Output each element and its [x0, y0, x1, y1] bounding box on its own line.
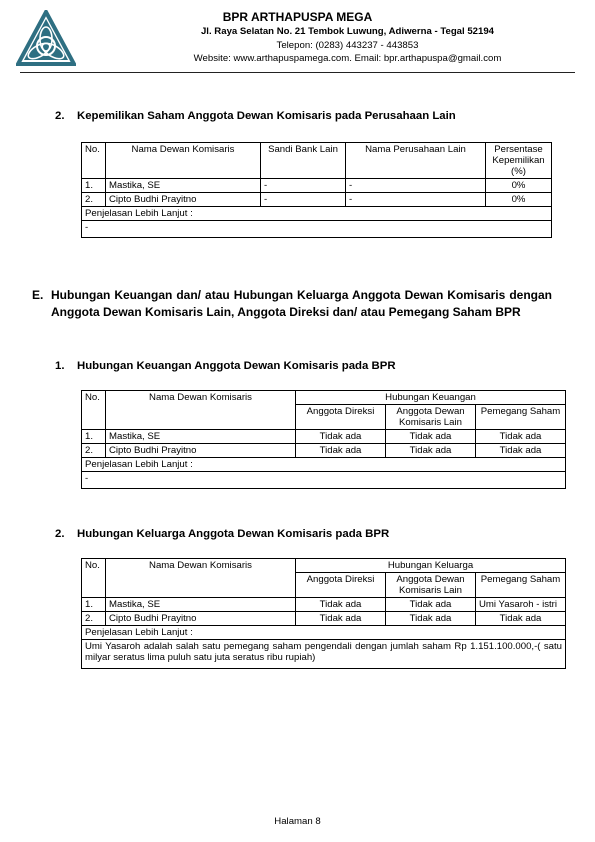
row-no: 2. [82, 193, 106, 207]
row-name: Mastika, SE [106, 430, 296, 444]
row-directors: Tidak ada [296, 612, 386, 626]
row-name: Mastika, SE [106, 598, 296, 612]
col-header-no: No. [82, 391, 106, 430]
company-address: Jl. Raya Selatan No. 21 Tembok Luwung, Adiwerna - Tegal 52194 [200, 26, 495, 37]
table-row [82, 612, 566, 626]
section-e2-number: 2. [55, 528, 65, 540]
row-directors: Tidak ada [296, 598, 386, 612]
table-header-row [82, 391, 566, 405]
col-header-company: Nama Perusahaan Lain [346, 143, 486, 179]
page-number: Halaman 8 [274, 816, 321, 827]
table-header-row [82, 559, 566, 573]
row-shareholders: Umi Yasaroh - istri [476, 598, 566, 612]
row-company: - [346, 193, 486, 207]
row-no: 1. [82, 179, 106, 193]
note-value-row [82, 221, 552, 238]
header-rule [20, 72, 575, 73]
row-shareholders: Tidak ada [476, 612, 566, 626]
row-directors: Tidak ada [296, 430, 386, 444]
table-row [82, 179, 552, 193]
row-no: 2. [82, 444, 106, 458]
note-value: - [82, 472, 566, 489]
family-relation-table [81, 558, 566, 669]
row-percentage: 0% [486, 193, 552, 207]
col-header-directors: Anggota Direksi [296, 405, 386, 430]
row-commissioners: Tidak ada [386, 444, 476, 458]
col-header-shareholders: Pemegang Saham [476, 405, 566, 430]
col-header-commissioners: Anggota Dewan Komisaris Lain [386, 573, 476, 598]
row-shareholders: Tidak ada [476, 444, 566, 458]
section-e-letter: E. [32, 288, 44, 302]
col-group-header: Hubungan Keuangan [296, 391, 566, 405]
company-phone: Telepon: (0283) 443237 - 443853 [276, 40, 419, 51]
section-e-title: Hubungan Keuangan dan/ atau Hubungan Keluarga Anggota Dewan Komisaris dengan Anggota Dewan Komisaris Lain, Anggota Direksi dan/ atau Pemegang Saham BPR [51, 288, 552, 319]
row-name: Cipto Budhi Prayitno [106, 444, 296, 458]
table-row [82, 430, 566, 444]
col-header-name: Nama Dewan Komisaris [106, 559, 296, 598]
table-row [82, 444, 566, 458]
section-e1-number: 1. [55, 360, 65, 372]
section-e1-title: Hubungan Keuangan Anggota Dewan Komisaris pada BPR [77, 360, 396, 372]
table-header-row [82, 143, 552, 179]
note-label: Penjelasan Lebih Lanjut : [82, 626, 566, 640]
row-bank-code: - [261, 179, 346, 193]
share-ownership-table [81, 142, 552, 238]
note-label-row [82, 207, 552, 221]
row-name: Cipto Budhi Prayitno [106, 612, 296, 626]
company-name: BPR ARTHAPUSPA MEGA [222, 10, 373, 24]
col-header-bank-code: Sandi Bank Lain [261, 143, 346, 179]
note-value-row [82, 640, 566, 669]
note-value: Umi Yasaroh adalah salah satu pemegang saham pengendali dengan jumlah saham Rp 1.151.100.000,-( satu milyar seratus lima puluh satu juta seratus ribu rupiah) [82, 640, 566, 669]
section-e2-title: Hubungan Keluarga Anggota Dewan Komisaris pada BPR [77, 528, 390, 540]
row-bank-code: - [261, 193, 346, 207]
col-header-name: Nama Dewan Komisaris [106, 391, 296, 430]
table-row [82, 598, 566, 612]
row-name: Cipto Budhi Prayitno [106, 193, 261, 207]
row-no: 2. [82, 612, 106, 626]
note-label: Penjelasan Lebih Lanjut : [82, 207, 552, 221]
col-header-no: No. [82, 143, 106, 179]
row-shareholders: Tidak ada [476, 430, 566, 444]
row-commissioners: Tidak ada [386, 430, 476, 444]
section-d2-number: 2. [55, 110, 65, 122]
row-commissioners: Tidak ada [386, 598, 476, 612]
row-company: - [346, 179, 486, 193]
section-e-heading [32, 287, 552, 321]
row-directors: Tidak ada [296, 444, 386, 458]
col-header-directors: Anggota Direksi [296, 573, 386, 598]
note-label-row [82, 458, 566, 472]
note-label-row [82, 626, 566, 640]
note-value-row [82, 472, 566, 489]
col-header-shareholders: Pemegang Saham [476, 573, 566, 598]
note-label: Penjelasan Lebih Lanjut : [82, 458, 566, 472]
note-value: - [82, 221, 552, 238]
col-header-name: Nama Dewan Komisaris [106, 143, 261, 179]
financial-relation-table [81, 390, 566, 489]
col-header-commissioners: Anggota Dewan Komisaris Lain [386, 405, 476, 430]
col-header-percentage: Persentase Kepemilikan (%) [486, 143, 552, 179]
col-header-no: No. [82, 559, 106, 598]
row-no: 1. [82, 430, 106, 444]
table-row [82, 193, 552, 207]
row-commissioners: Tidak ada [386, 612, 476, 626]
row-percentage: 0% [486, 179, 552, 193]
company-website: Website: www.arthapuspamega.com. Email: bpr.arthapuspa@gmail.com [193, 53, 502, 64]
row-no: 1. [82, 598, 106, 612]
section-d2-title: Kepemilikan Saham Anggota Dewan Komisaris pada Perusahaan Lain [77, 110, 456, 122]
col-group-header: Hubungan Keluarga [296, 559, 566, 573]
row-name: Mastika, SE [106, 179, 261, 193]
